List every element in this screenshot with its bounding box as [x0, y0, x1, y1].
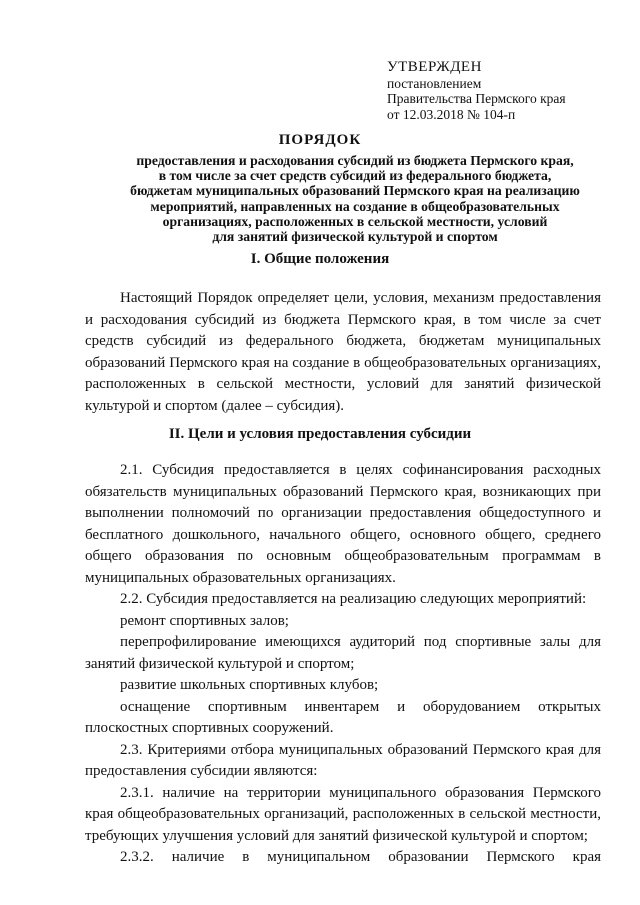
- approval-title: УТВЕРЖДЕН: [387, 59, 482, 75]
- list-item: оснащение спортивным инвентарем и оборудованием открытых плоскостных спортивных сооружений.: [85, 698, 601, 736]
- section-heading-2: II. Цели и условия предоставления субсидии: [168, 426, 472, 442]
- list-item: ремонт спортивных залов;: [120, 612, 289, 629]
- paragraph: 2.3.1. наличие на территории муниципального образования Пермского края общеобразовательных организаций, расположенных в сельской местности, требующих улучшения условий для занятий физической культурой и спортом;: [85, 784, 601, 844]
- approval-date: от 12.03.2018 № 104-п: [387, 106, 516, 122]
- paragraph: 2.3.2. наличие в муниципальном образовании Пермского края: [120, 849, 601, 865]
- subtitle-line: предоставления и расходования субсидий из бюджета Пермского края,: [136, 153, 574, 168]
- section1-body: [85, 288, 601, 417]
- approval-line: постановлением: [387, 75, 482, 91]
- paragraph: Настоящий Порядок определяет цели, условия, механизм предоставления и расходования субсидий из бюджета Пермского края, в том числе за счет средств субсидий из федерального бюджета, бюджетам муниципальных образований Пермского края на создание в общеобразовательных организациях, расположенных в сельской местности, условий для занятий физической культурой и спортом (далее – субсидия).: [85, 290, 601, 414]
- approval-block: [387, 60, 627, 122]
- list-item: развитие школьных спортивных клубов;: [120, 677, 379, 693]
- subtitle-line: организациях, расположенных в сельской местности, условий: [162, 213, 548, 229]
- subtitle-line: для занятий физической культурой и спортом: [212, 229, 498, 245]
- approval-line: Правительства Пермского края: [387, 91, 566, 106]
- list-item: перепрофилирование имеющихся аудиторий под спортивные залы для занятий физической культурой и спортом;: [85, 634, 601, 672]
- document-title: ПОРЯДОК: [278, 132, 362, 148]
- subtitle-line: мероприятий, направленных на создание в общеобразовательных: [150, 198, 560, 214]
- section2-body: [85, 460, 601, 869]
- paragraph: 2.1. Субсидия предоставляется в целях софинансирования расходных обязательств муниципальных образований Пермского края, возникающих при выполнении полномочий по организации предоставления общедоступного и бесплатного дошкольного, начального общего, основного общего, среднего общего образования по основным общеобразовательным программам в муниципальных образовательных организациях.: [85, 462, 601, 586]
- paragraph: 2.2. Субсидия предоставляется на реализацию следующих мероприятий:: [120, 591, 587, 607]
- subtitle-line: в том числе за счет средств субсидий из федерального бюджета,: [158, 168, 552, 184]
- subtitle-line: бюджетам муниципальных образований Пермского края на реализацию: [130, 183, 580, 199]
- paragraph: 2.3. Критериями отбора муниципальных образований Пермского края для предоставления субсидии являются:: [85, 741, 601, 779]
- section-heading-1: I. Общие положения: [250, 251, 390, 267]
- document-subtitle: [60, 153, 640, 244]
